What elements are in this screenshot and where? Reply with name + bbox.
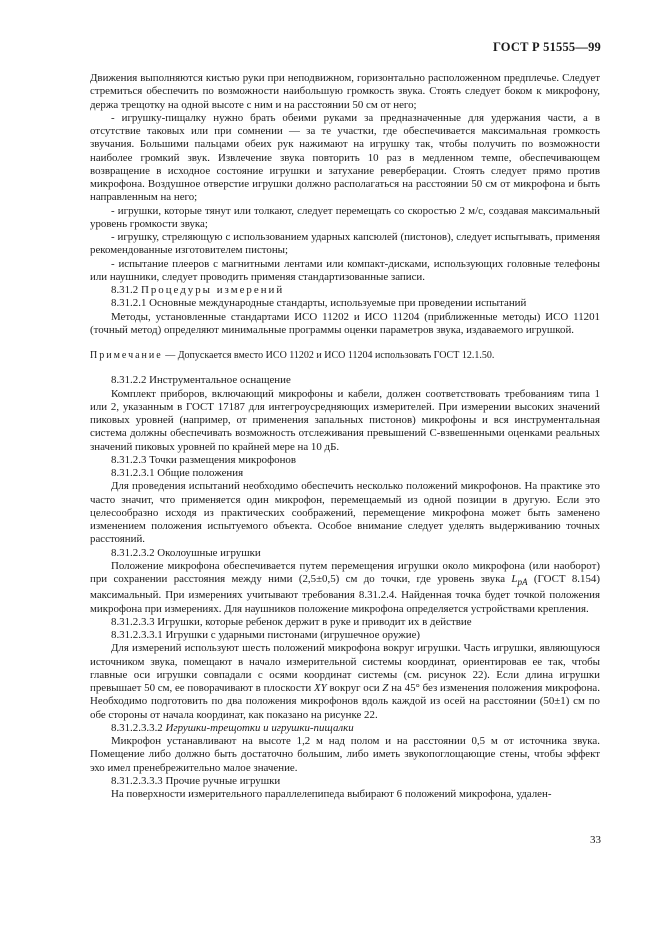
paragraph: Комплект приборов, включающий микрофоны и кабели, должен соответствовать требованиям типа 1 или 2, указанным в ГОСТ 17187 для интегроусредняющих измерителей. При измерении высоких значений пиковых уровней (например, от применения запальных пистонов) микрофоны и вся инструментальная система должны обеспечивать возможность отслеживания превышений С-взвешенными оценками реальных значений пиковых уровней по крайней мере на 10 дБ. bbox=[90, 387, 600, 453]
paragraph: Методы, установленные стандартами ИСО 11202 и ИСО 11204 (приближенные методы) ИСО 11201 (точный метод) определяют минимальные программы оценки параметров звука, издаваемого игрушкой. bbox=[90, 310, 600, 336]
page-content bbox=[90, 72, 600, 801]
section-title: Процедуры измерений bbox=[140, 284, 285, 296]
section-heading-8-31-2-3-3-3: 8.31.2.3.3.3 Прочие ручные игрушки bbox=[111, 774, 281, 787]
text-fragment: Для измерений используют шесть положений микрофона вокруг игрушки. Часть игрушки, являющуюся источником звука, помещают в начало измерительной системы координат, ориентировав ее так, чтобы главные оси игрушки совпадали с осями координат системы (см. рисунок 22). Если длина игрушки превышает 50 см, ее поворачивают в плоскости bbox=[90, 642, 600, 695]
symbol-subscript: pA bbox=[517, 577, 528, 588]
section-heading-8-31-2-3-3-2 bbox=[90, 722, 600, 735]
section-heading-8-31-2-3-2: 8.31.2.3.2 Околоушные игрушки bbox=[111, 546, 261, 559]
section-heading-8-31-2-3-1: 8.31.2.3.1 Общие положения bbox=[111, 467, 244, 479]
text-fragment: на 45° без изменения положения микрофона. Необходимо подготовить по два положения микрофонов вдоль каждой из осей на расстоянии (50±1) см по обе стороны от начала координат, как показано на рисунке 22. bbox=[90, 682, 600, 721]
text-fragment: (ГОСТ 8.154) максимальный. При измерениях учитывают требования 8.31.2.4. Найденная точка будет точкой положения микрофона при измерениях. Для наушников положение микрофона определяется устройствами крепления. bbox=[90, 573, 600, 615]
section-heading-8-31-2-3-3-1: 8.31.2.3.3.1 Игрушки с ударными пистонами (игрушечное оружие) bbox=[111, 629, 421, 642]
paragraph bbox=[90, 560, 600, 616]
note-label: Примечание bbox=[90, 350, 163, 361]
axis-label-z: Z bbox=[382, 682, 389, 695]
text-fragment: вокруг оси bbox=[326, 682, 383, 695]
symbol-letter: L bbox=[511, 573, 518, 585]
sound-level-symbol bbox=[511, 573, 528, 588]
paragraph: - игрушки, которые тянут или толкают, следует перемещать со скоростью 2 м/с, создавая максимальный уровень громкости звука; bbox=[90, 204, 600, 230]
note-text: — Допускается вместо ИСО 11202 и ИСО 11204 использовать ГОСТ 12.1.50. bbox=[162, 350, 495, 361]
paragraph: Движения выполняются кистью руки при неподвижном, горизонтально расположенном предплечье. Следует стремиться обеспечить по возможности наибольшую громкость звука. Стоять следует боком к микрофону, держа трещотку на одной высоте с ним и на расстоянии 50 см от него; bbox=[90, 72, 600, 111]
section-title: Игрушки-трещотки и игрушки-пищалки bbox=[165, 721, 354, 734]
standard-header: ГОСТ Р 51555—99 bbox=[492, 40, 601, 54]
paragraph bbox=[90, 642, 600, 722]
section-number: 8.31.2 bbox=[111, 284, 139, 296]
paragraph: - игрушку, стреляющую с использованием ударных капсюлей (пистонов), следует испытывать, применяя рекомендованные изготовителем пистоны; bbox=[90, 231, 600, 257]
text-fragment: Положение микрофона обеспечивается путем перемещения игрушки около микрофона (или наоборот) при сохранении расстояния между ними (2,5±0,5) см до точки, где уровень звука bbox=[90, 559, 600, 585]
section-heading-8-31-2-1: 8.31.2.1 Основные международные стандарты, используемые при проведении испытаний bbox=[111, 297, 527, 310]
paragraph: Для проведения испытаний необходимо обеспечить несколько положений микрофонов. На практике это часто значит, что применяется один микрофон, перемещаемый из одной позиции в другую. Если это целесообразно исходя из практических соображений, перемещение микрофона может быть заменено изменением положения испытуемого объекта. Особое внимание следует уделять выдерживанию точных расстояний. bbox=[90, 480, 600, 546]
paragraph: - испытание плееров с магнитными лентами или компакт-дисками, использующих головные телефоны или наушники, следует проводить применяя стандартизованные записи. bbox=[90, 257, 600, 283]
section-number: 8.31.2.3.3.2 bbox=[111, 721, 163, 734]
section-heading-8-31-2-2: 8.31.2.2 Инструментальное оснащение bbox=[111, 374, 291, 387]
section-heading-8-31-2 bbox=[90, 284, 600, 297]
paragraph: На поверхности измерительного параллелепипеда выбирают 6 положений микрофона, удален- bbox=[111, 788, 552, 801]
section-heading-8-31-2-3: 8.31.2.3 Точки размещения микрофонов bbox=[111, 453, 297, 466]
page-number: 33 bbox=[590, 834, 601, 846]
note bbox=[90, 349, 600, 362]
paragraph: - игрушку-пищалку нужно брать обеими руками за предназначенные для удержания части, а в отсутствие таковых или при сомнении — за те участки, где обеспечивается максимальная громкость звучания. Большими пальцами обеих рук нажимают на игрушку так, чтобы получить по возможности наиболее громкий звук. Извлечение звука повторить 10 раз в медленном темпе, обеспечивающем возвращение в исходное состояние игрушки и затухание реверберации. Стоять следует прямо против микрофона. Воздушное отверстие игрушки должно располагаться на расстоянии 50 см от микрофона и быть направленным на него; bbox=[90, 111, 600, 204]
paragraph: Микрофон устанавливают на высоте 1,2 м над полом и на расстоянии 0,5 м от источника звука. Помещение либо должно быть достаточно большим, либо иметь звукопоглощающие стены, чтобы эффект эхо имел пренебрежительно малое значение. bbox=[90, 735, 600, 774]
section-heading-8-31-2-3-3: 8.31.2.3.3 Игрушки, которые ребенок держит в руке и приводит их в действие bbox=[111, 615, 472, 628]
axis-label-xy: XY bbox=[314, 682, 327, 695]
